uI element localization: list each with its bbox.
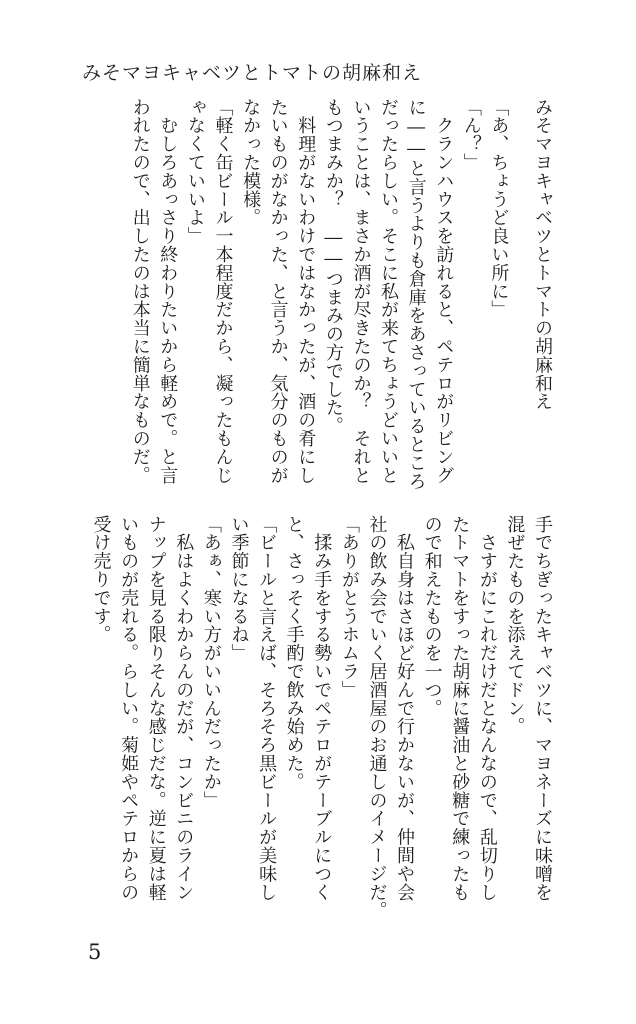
text-line: たいものがなかった、と言うか、気分のものが [267, 98, 289, 485]
text-line: クランハウスを訪れると、ペテロがリビング [433, 98, 455, 485]
text-line: 「あ、ちょうど良い所に」 [488, 98, 510, 319]
text-line: 「ありがとうホムラ」 [338, 515, 360, 699]
text-block-bottom [72, 515, 556, 920]
text-line: い季節になるね」 [228, 515, 250, 663]
text-line: 「軽く缶ビール一本程度だから、凝ったもんじ [212, 98, 234, 485]
text-line: 受け売りです。 [90, 515, 112, 644]
text-line: われたので、出したのは本当に簡単なものだ。 [129, 98, 151, 485]
text-line: いものが売れる。らしい。菊姫やペテロからの [118, 515, 140, 902]
text-line: ナップを見る限りそんな感じだな。逆に夏は軽 [145, 515, 167, 902]
text-line: だったらしい。そこに私が来てちょうどいいと [378, 98, 400, 485]
page-number: 5 [88, 940, 102, 964]
running-head-title: みそマヨキャベツとトマトの胡麻和え [82, 62, 423, 84]
text-line: 私自身はさほど好んで行かないが、仲間や会 [394, 515, 416, 902]
text-line: 手でちぎったキャベツに、マヨネーズに味噌を [532, 515, 553, 902]
text-line: もつまみか？ ――つまみの方でした。 [322, 98, 344, 436]
text-line: 混ぜたものを添えてドン。 [504, 515, 526, 736]
text-line: 社の飲み会でいく居酒屋のお通しのイメージだ。 [366, 515, 388, 920]
text-line: たトマトをすった胡麻に醤油と砂糖で練ったも [449, 515, 471, 902]
text-line: 「ん？」 [460, 98, 482, 172]
text-line: ゃなくていいよ」 [184, 98, 206, 246]
text-line: 料理がないわけではなかったが、酒の肴にし [295, 98, 317, 485]
section-title: みそマヨキャベツとトマトの胡麻和え [532, 98, 553, 411]
text-line: なかった模様。 [240, 98, 262, 227]
text-line: 私はよくわからんのだが、コンビニのライン [173, 515, 195, 902]
text-line: むしろあっさり終わりたいから軽めで。と言 [157, 98, 179, 485]
text-line: 「あぁ、寒い方がいいんだったか」 [200, 515, 222, 810]
text-line: と、さっそく手酌で飲み始めた。 [283, 515, 305, 791]
text-line: ので和えたものを一つ。 [421, 515, 443, 718]
text-line: 揉み手をする勢いでペテロがテーブルにつく [311, 515, 333, 902]
text-line: さすがにこれだけだとなんなので、乱切りし [476, 515, 498, 902]
text-line: いうことは、まさか酒が尽きたのか？ それと [350, 98, 372, 485]
text-line: に――と言うよりも倉庫をあさっているところ [405, 98, 427, 491]
text-line: 「ビールと言えば、そろそろ黒ビールが美味し [256, 515, 278, 902]
text-block-top [72, 98, 556, 498]
